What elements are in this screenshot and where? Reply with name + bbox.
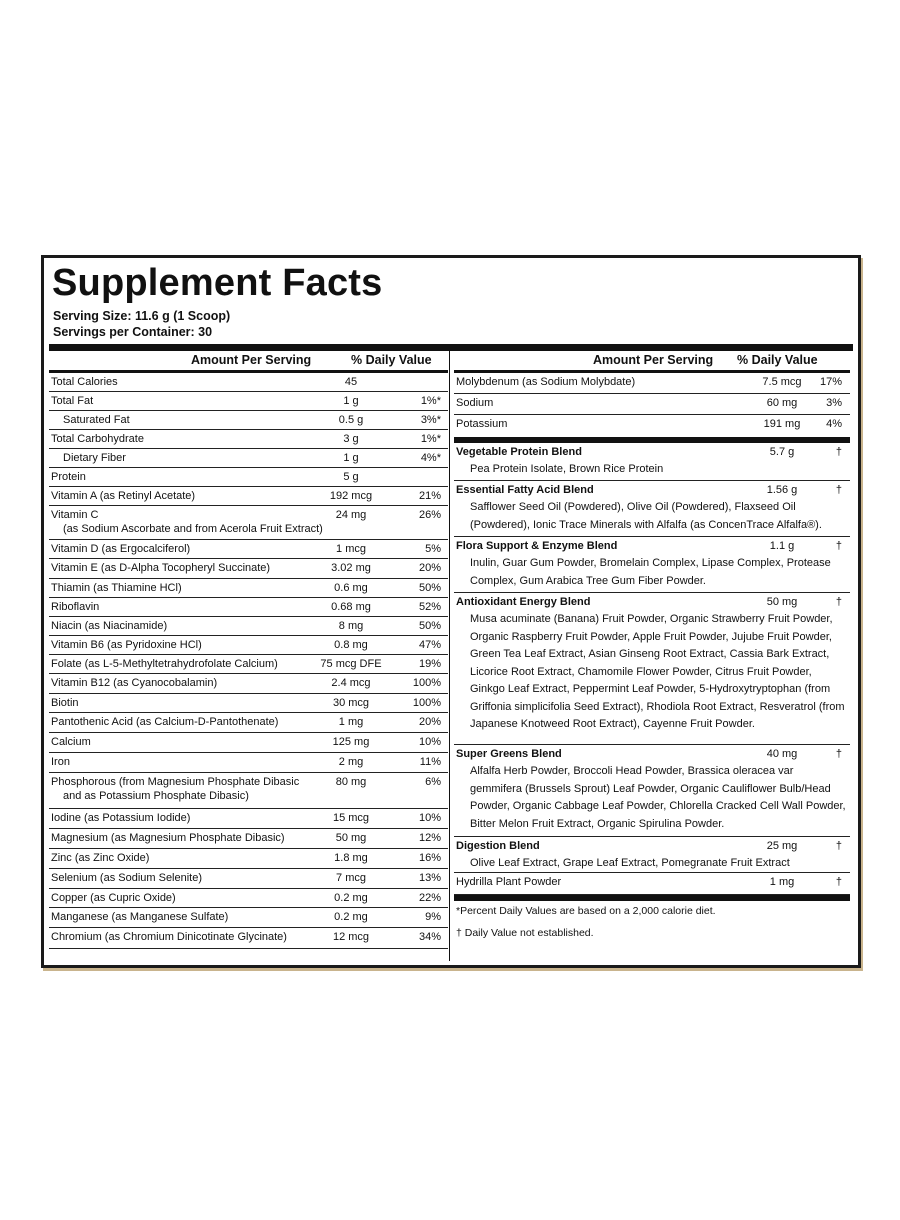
nutrient-row [49,487,448,506]
blend-name: Super Greens Blend [456,748,562,760]
nutrient-dv: 4% [826,418,842,430]
blend-dv: † [835,446,842,458]
nutrient-amount: 45 [344,376,358,388]
blend-name: Essential Fatty Acid Blend [456,484,594,496]
nutrient-dv: 47% [418,639,441,651]
blend-ingredients: Alfalfa Herb Powder, Broccoli Head Powder, Brassica oleracea var gemmifera (Brussels Sprout) Leaf Powder, Organic Cauliflower Bulb/Head Powder, Organic Cabbage Leaf Powder, Chlorella Cracked Cell Wall Powder, Bitter Melon Fruit Extract, Organic Spirulina Powder. [470,765,846,830]
nutrient-amount: 15 mcg [332,812,370,824]
nutrient-dv: 5% [425,543,441,555]
nutrient-row [49,849,448,869]
hydrilla-row [454,873,850,895]
blend-name: Vegetable Protein Blend [456,446,582,458]
nutrient-amount: 2.4 mcg [331,677,371,689]
nutrient-name: Chromium (as Chromium Dinicotinate Glycinate) [51,931,287,943]
nutrient-name: Sodium [456,397,494,409]
nutrient-dv: 100% [412,697,441,709]
nutrient-amount: 0.2 mg [334,911,368,923]
nutrient-name: Total Carbohydrate [51,433,144,445]
nutrient-row [49,869,448,889]
nutrient-name: Thiamin (as Thiamine HCl) [51,582,182,594]
nutrient-name: Pantothenic Acid (as Calcium-D-Pantothenate) [51,716,279,728]
nutrient-name: Vitamin E (as D-Alpha Tocopheryl Succinate) [51,562,271,574]
nutrient-row [49,713,448,733]
nutrient-row [49,430,448,449]
nutrient-amount: 0.68 mg [331,601,371,613]
nutrient-amount: 1 mg [338,716,364,728]
blend-row [454,593,850,745]
nutrient-dv: 50% [418,582,441,594]
nutrient-row [49,468,448,487]
nutrient-row [49,733,448,753]
nutrient-dv: 6% [425,776,441,788]
nutrient-source: and as Potassium Phosphate Dibasic) [63,790,249,802]
nutrient-row [49,928,448,949]
nutrient-dv: 16% [418,852,441,864]
nutrient-amount: 0.8 mg [334,639,368,651]
footnote-dagger: † Daily Value not established. [456,927,594,939]
nutrient-dv: 4%* [420,452,441,464]
nutrient-row [49,809,448,829]
blend-row [454,745,850,837]
nutrient-row [49,411,448,430]
blend-row [454,443,850,481]
nutrient-dv: † [835,876,842,888]
nutrient-name: Vitamin B12 (as Cyanocobalamin) [51,677,218,689]
blend-dv: † [835,540,842,552]
nutrient-amount: 60 mg [766,397,798,409]
blend-list [454,443,850,873]
nutrient-amount: 75 mcg DFE [320,658,382,670]
blend-dv: † [835,748,842,760]
blend-name: Antioxidant Energy Blend [456,596,591,608]
blend-amount: 25 mg [766,840,798,852]
nutrient-dv: 20% [418,716,441,728]
blend-ingredients: Olive Leaf Extract, Grape Leaf Extract, Pomegranate Fruit Extract [470,857,790,869]
nutrient-amount: 1 g [343,452,359,464]
nutrient-name: Total Calories [51,376,118,388]
nutrient-dv: 11% [419,756,441,768]
nutrient-name: Vitamin D (as Ergocalciferol) [51,543,191,555]
blend-amount: 50 mg [766,596,798,608]
nutrient-name: Zinc (as Zinc Oxide) [51,852,150,864]
nutrient-dv: 17% [819,376,842,388]
nutrient-amount: 1 mg [769,876,795,888]
nutrient-name: Phosphorous (from Magnesium Phosphate Dibasic [51,776,300,788]
nutrient-name: Folate (as L-5-Methyltetrahydrofolate Calcium) [51,658,278,670]
nutrient-amount: 7.5 mcg [762,376,802,388]
left-column [49,351,448,949]
blend-ingredients: Musa acuminate (Banana) Fruit Powder, Organic Strawberry Fruit Powder, Organic Raspberry Fruit Powder, Apple Fruit Powder, Jujube Fruit Powder, Green Tea Leaf Extract, Asian Ginseng Root Extract, Cassia Bark Extract, Licorice Root Extract, Chamomile Flower Powder, Citrus Fruit Powder, Ginkgo Leaf Extract, Peppermint Leaf Powder, 5-Hydroxytryptophan (from Griffonia simplicifolia Seed Extract), Rhodiola Root Extract, Resveratrol (from Japanese Knotweed Root Extract), Cayenne Fruit Powder. [470,613,845,730]
nutrient-amount: 5 g [343,471,359,483]
footnote-percent: *Percent Daily Values are based on a 2,000 calorie diet. [456,905,716,917]
nutrient-row [49,617,448,636]
nutrient-dv: 20% [418,562,441,574]
nutrient-row [49,598,448,617]
nutrient-amount: 12 mcg [332,931,370,943]
nutrient-dv: 52% [418,601,441,613]
nutrient-dv: 9% [425,911,441,923]
nutrient-name: Riboflavin [51,601,100,613]
blend-ingredients: Safflower Seed Oil (Powdered), Olive Oil (Powdered), Flaxseed Oil (Powdered), Ionic Trace Minerals with Alfalfa (as ConcenTrace Alfalfa®). [470,501,822,531]
nutrient-amount: 191 mg [763,418,801,430]
nutrient-row [49,753,448,773]
nutrient-name: Iodine (as Potassium Iodide) [51,812,191,824]
nutrient-amount: 0.5 g [338,414,364,426]
nutrient-dv: 10% [418,812,441,824]
nutrient-row [49,392,448,411]
nutrient-dv: 21% [418,490,441,502]
amount-header: Amount Per Serving [191,353,312,367]
nutrient-name: Hydrilla Plant Powder [456,876,562,888]
nutrient-amount: 0.2 mg [334,892,368,904]
nutrient-name: Magnesium (as Magnesium Phosphate Dibasic) [51,832,285,844]
nutrient-source: (as Sodium Ascorbate and from Acerola Fruit Extract) [63,523,323,535]
serving-size: Serving Size: 11.6 g (1 Scoop) [53,309,231,323]
nutrient-dv: 3%* [420,414,441,426]
nutrient-row [49,908,448,928]
nutrient-dv: 3% [826,397,842,409]
nutrient-dv: 22% [418,892,441,904]
nutrient-name: Total Fat [51,395,94,407]
nutrient-row [49,540,448,559]
nutrient-name: Calcium [51,736,91,748]
nutrient-amount: 3.02 mg [331,562,371,574]
nutrient-amount: 3 g [343,433,359,445]
nutrient-name: Copper (as Cupric Oxide) [51,892,176,904]
nutrient-amount: 192 mcg [329,490,373,502]
right-column-header [454,351,850,373]
nutrient-amount: 24 mg [335,509,367,521]
right-nutrient-list [454,373,850,437]
blend-dv: † [835,596,842,608]
blend-amount: 1.56 g [766,484,798,496]
supplement-facts-panel [41,255,861,968]
nutrient-amount: 125 mg [332,736,370,748]
nutrient-name: Vitamin B6 (as Pyridoxine HCl) [51,639,202,651]
nutrient-amount: 80 mg [335,776,367,788]
nutrient-name: Biotin [51,697,79,709]
nutrient-dv: 50% [418,620,441,632]
nutrient-amount: 2 mg [338,756,364,768]
nutrient-name: Niacin (as Niacinamide) [51,620,168,632]
nutrient-name: Potassium [456,418,508,430]
nutrient-dv: 34% [418,931,441,943]
nutrient-row [49,694,448,713]
nutrient-name: Protein [51,471,86,483]
nutrient-row [49,636,448,655]
servings-per-container: Servings per Container: 30 [53,325,213,339]
blend-ingredients: Pea Protein Isolate, Brown Rice Protein [470,463,664,475]
blend-name: Digestion Blend [456,840,540,852]
nutrient-name: Vitamin A (as Retinyl Acetate) [51,490,196,502]
nutrient-row [454,415,850,437]
nutrient-amount: 0.6 mg [334,582,368,594]
blend-row [454,537,850,593]
blend-name: Flora Support & Enzyme Blend [456,540,618,552]
left-column-header [49,351,448,373]
nutrient-name: Selenium (as Sodium Selenite) [51,872,203,884]
nutrient-name: Dietary Fiber [63,452,126,464]
nutrient-dv: 100% [412,677,441,689]
nutrient-row [49,579,448,598]
nutrient-row [49,373,448,392]
nutrient-amount: 8 mg [338,620,364,632]
nutrient-dv: 1%* [420,395,441,407]
nutrient-row [454,373,850,394]
blend-ingredients: Inulin, Guar Gum Powder, Bromelain Complex, Lipase Complex, Protease Complex, Gum Arabica Tree Gum Fiber Powder. [470,557,831,587]
blend-row [454,837,850,873]
nutrient-dv: 12% [418,832,441,844]
nutrient-amount: 1 g [343,395,359,407]
nutrient-amount: 50 mg [335,832,367,844]
nutrient-dv: 13% [418,872,441,884]
right-column [454,351,850,940]
nutrient-row [49,449,448,468]
blend-amount: 1.1 g [769,540,795,552]
column-divider [449,351,450,961]
nutrient-dv: 1%* [420,433,441,445]
nutrient-amount: 1.8 mg [334,852,368,864]
nutrient-row [49,889,448,908]
nutrient-row [49,506,448,540]
nutrient-name: Iron [51,756,70,768]
nutrient-row [454,394,850,415]
nutrient-dv: 26% [418,509,441,521]
panel-title: Supplement Facts [52,262,383,304]
nutrient-row [49,655,448,674]
nutrient-name: Molybdenum (as Sodium Molybdate) [456,376,636,388]
nutrient-dv: 10% [418,736,441,748]
nutrient-row [49,674,448,694]
amount-header: Amount Per Serving [593,353,714,367]
blend-dv: † [835,840,842,852]
nutrient-dv: 19% [418,658,441,670]
thick-divider [49,344,853,351]
nutrient-name: Vitamin C [51,509,99,521]
blend-amount: 40 mg [766,748,798,760]
nutrient-row [49,773,448,809]
blend-dv: † [835,484,842,496]
nutrient-amount: 7 mcg [336,872,366,884]
thick-divider [454,895,850,901]
left-nutrient-list [49,373,448,949]
nutrient-name: Saturated Fat [63,414,130,426]
blend-amount: 5.7 g [769,446,795,458]
dv-header: % Daily Value [737,353,818,367]
nutrient-amount: 30 mcg [332,697,370,709]
nutrient-row [49,559,448,579]
nutrient-name: Manganese (as Manganese Sulfate) [51,911,229,923]
nutrient-row [49,829,448,849]
dv-header: % Daily Value [351,353,432,367]
blend-row [454,481,850,537]
nutrient-amount: 1 mcg [336,543,366,555]
